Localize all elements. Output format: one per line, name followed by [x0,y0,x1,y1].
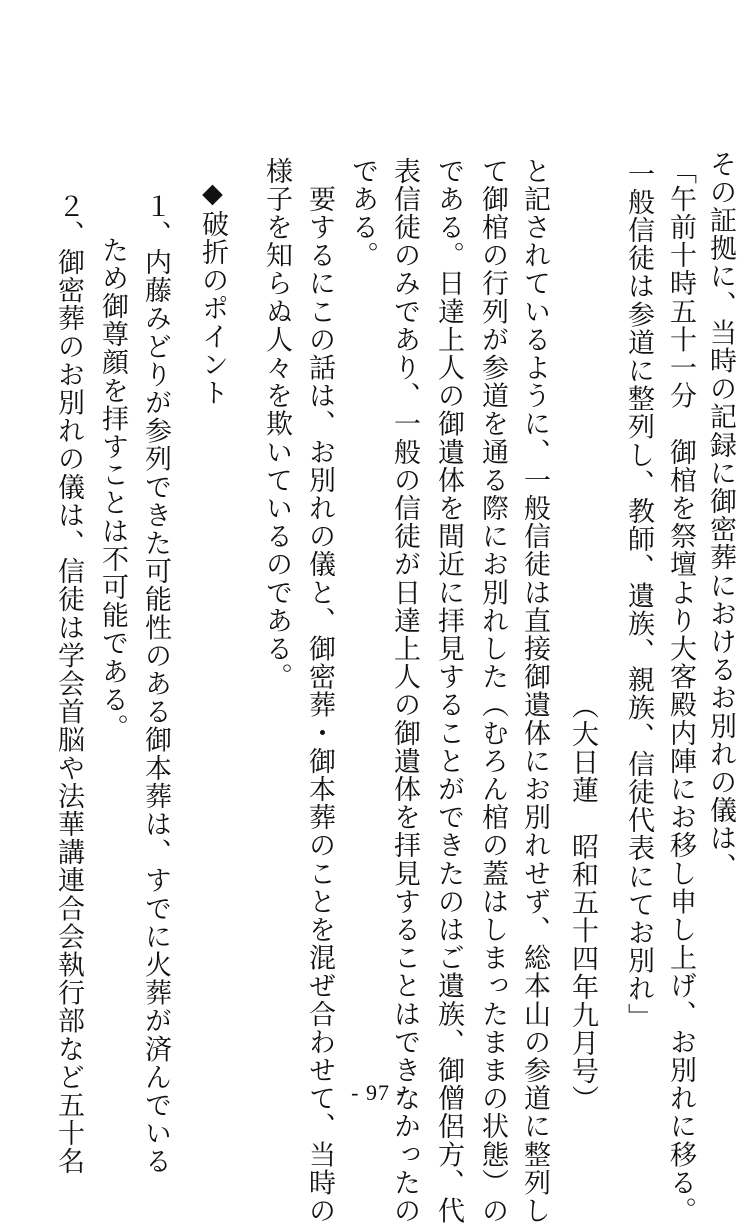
point-1-line-1: １、内藤みどりが参列できた可能性のある御本葬は、すでに火葬が済んでいる [140,192,171,1176]
point-2-line-1: ２、御密葬のお別れの儀は、信徒は学会首脳や法華講連合会執行部など五十名 [53,192,84,1176]
section-heading: ◆破折のポイント [197,178,228,407]
text-column-4: である。日達上人の御遺体を間近に拝見することができたのはご遺族、御僧侶方、代 [433,157,464,1225]
quote-column-2: 一般信徒は参道に整列し、教師、遺族、親族、信徒代表にてお別れ」 [623,160,654,1032]
citation: （大日蓮 昭和五十四年九月号） [567,692,598,1114]
text-column-7: 要するにこの話は、お別れの儀と、御密葬・御本葬のことを混ぜ合わせて、当時の [304,157,335,1225]
text-column-1: その証拠に、当時の記録に御密葬におけるお別れの儀は、 [705,150,736,881]
point-1-line-2: ため御尊顔を拝すことは不可能である。 [97,236,128,742]
quote-column-1: 「午前十時五十一分 御棺を祭壇より大客殿内陣にお移し申し上げ、お別れに移る。 [665,157,696,1225]
text-column-5: 表信徒のみであり、一般の信徒が日達上人の御遺体を拝見することはできなかったの [389,157,420,1225]
text-column-6: である。 [347,157,378,270]
text-column-3: て御棺の行列が参道を通る際にお別れした（むろん棺の蓋はしまったままの状態）の [477,157,508,1225]
text-column-8: 様子を知らぬ人々を欺いているのである。 [261,157,292,691]
text-column-2: と記されているように、一般信徒は直接御遺体にお別れせず、総本山の参道に整列し [519,157,550,1225]
page-number: - 97 - [351,1080,405,1105]
